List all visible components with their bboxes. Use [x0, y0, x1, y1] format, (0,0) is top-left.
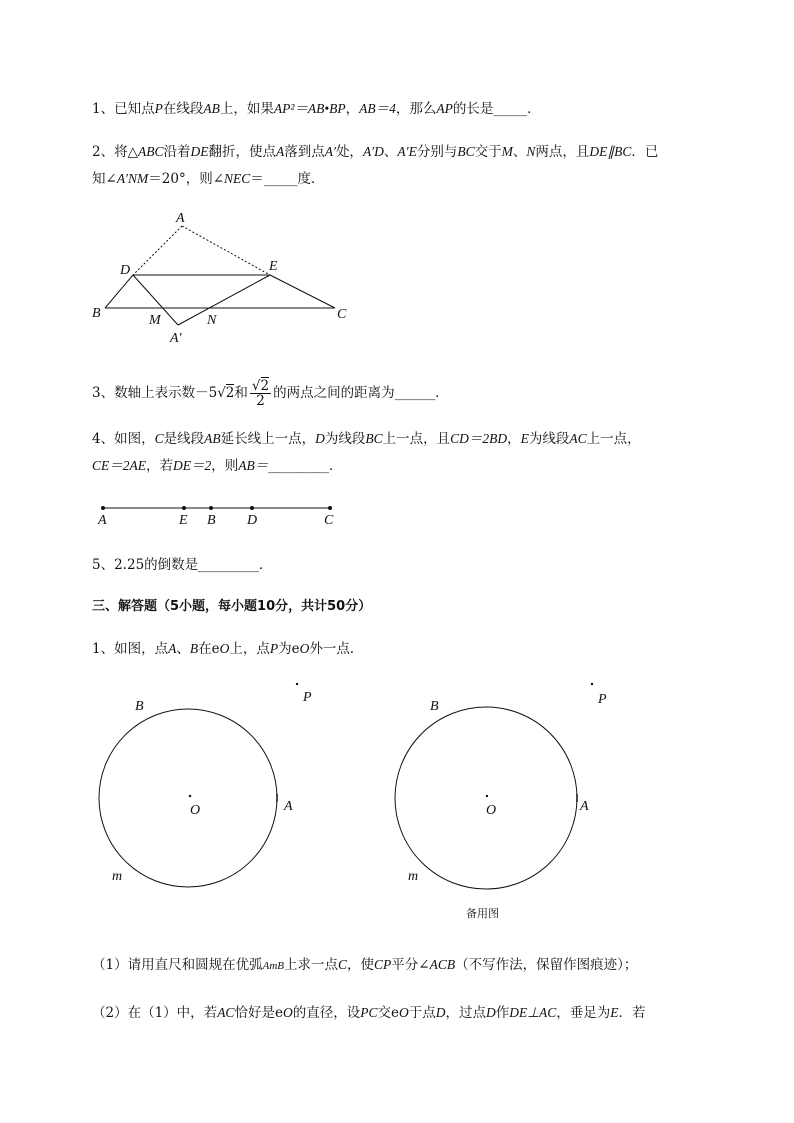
q4-condition: CE＝2AE: [92, 458, 146, 473]
q2-var: A′E: [397, 144, 417, 159]
solve-question-1-part-1: [92, 956, 637, 975]
fraction-numerator: √2: [251, 378, 270, 394]
sq1-text: （2）在（1）中，若: [92, 1005, 218, 1021]
sq1-var: D: [485, 1005, 496, 1020]
q4-var: BC: [365, 431, 383, 446]
q4-condition: CD＝2BD: [450, 431, 508, 446]
label-m-right: m: [408, 869, 419, 884]
point-p-left: [296, 683, 298, 685]
q3-radicand: 2: [225, 385, 235, 401]
q2-number: 2、: [92, 144, 115, 160]
q3-blank: 的两点之间的距离为______．: [273, 385, 449, 401]
sq1-var: PC: [360, 1005, 378, 1020]
fraction-num-value: 2: [260, 378, 270, 394]
q2-text: ＝20°，则∠: [148, 171, 225, 187]
sq1-text: 的直径，设: [292, 1005, 361, 1021]
sq1-var: O: [282, 1005, 293, 1020]
sq1-text: 上，点: [229, 641, 270, 657]
q4-text: ，若: [146, 458, 173, 474]
q2-var: M: [501, 144, 513, 159]
q1-var-ab: AB: [203, 101, 220, 116]
label-a-left: A: [284, 799, 293, 814]
q4-text: ，则: [211, 458, 239, 474]
q1-text: 已知点: [114, 101, 155, 117]
q2-var: A′NM: [116, 171, 149, 186]
q3-text: 数轴上表示数: [114, 385, 196, 401]
q3-number: 3、: [92, 385, 115, 401]
sq1-text: 交e: [377, 1005, 399, 1021]
solve-question-1-part-2: [92, 1004, 645, 1022]
sq1-text: 作: [495, 1005, 510, 1021]
sq1-var: AC: [217, 1005, 235, 1020]
q5-text: 2.25的倒数是_________．: [114, 557, 273, 573]
sq1-text: ．若: [618, 1005, 646, 1021]
label-a-prime: A′: [170, 331, 182, 346]
q4-blank: _________．: [268, 458, 343, 474]
sq1-var: P: [269, 641, 279, 656]
label-e: E: [179, 513, 188, 528]
q4-text: 上一点，: [586, 431, 641, 447]
q4-text: 上一点，且: [382, 431, 451, 447]
label-d: D: [247, 513, 258, 528]
label-n: N: [207, 313, 217, 328]
q4-var: AB: [204, 431, 221, 446]
label-d: D: [120, 263, 131, 278]
sq1-var: O: [299, 641, 310, 656]
q4-var: AC: [569, 431, 587, 446]
label-o-right: O: [486, 803, 497, 818]
q1-var-ap: AP: [436, 101, 453, 116]
q1-blank: 的长是_____．: [452, 101, 541, 117]
q2-var: N: [526, 144, 536, 159]
q2-var: DE: [190, 144, 209, 159]
q3-text: 和: [234, 385, 248, 401]
sq1-text: ，过点: [445, 1005, 486, 1021]
q2-blank: ＝_____度．: [250, 171, 325, 187]
sq1-text: 为e: [278, 641, 300, 657]
center-dot-left: [189, 795, 191, 797]
label-a-right: A: [580, 799, 589, 814]
label-m-left: m: [112, 869, 123, 884]
q4-var: C: [154, 431, 164, 446]
sq1-var: C: [337, 957, 347, 972]
q1-number: 1、: [92, 101, 115, 117]
q1-condition: AB＝4: [359, 101, 396, 116]
q4-var: AB＝: [238, 458, 269, 473]
section-3-title: 三、解答题（5小题，每小题10分，共计50分）: [92, 599, 372, 614]
sq1-var: A: [168, 641, 177, 656]
q2-var: A′: [324, 144, 336, 159]
sq1-var: E: [610, 1005, 619, 1020]
q4-text: 为线段: [528, 431, 570, 447]
q2-text: 两点，且: [535, 144, 590, 160]
q4-text: 如图，: [114, 431, 155, 447]
sq1-condition: DE⊥AC: [509, 1005, 557, 1020]
q2-var: ABC: [137, 144, 164, 159]
sq1-text: （不写作法，保留作图痕迹）；: [455, 957, 638, 973]
q2-text: 翻折，使点: [208, 144, 276, 160]
q1-equation: AP²＝AB•BP: [273, 101, 346, 116]
label-o-left: O: [190, 803, 201, 818]
sq1-text: 恰好是e: [234, 1005, 283, 1021]
q2-text: 、: [512, 144, 527, 160]
sq1-text: 外一点．: [309, 641, 364, 657]
q4-condition: DE＝2: [173, 458, 212, 473]
label-m: M: [149, 313, 161, 328]
sq1-var: O: [398, 1005, 409, 1020]
label-c: C: [324, 513, 334, 528]
q2-var: A: [275, 144, 285, 159]
q3-negative: －5: [195, 385, 218, 401]
sq1-var: B: [189, 641, 199, 656]
label-e: E: [269, 259, 278, 274]
q2-var: BC: [457, 144, 475, 159]
q1-text: ，: [345, 101, 360, 117]
sq1-text: 平分∠: [391, 957, 430, 973]
sq1-text: 、: [176, 641, 190, 657]
q2-text: 知∠: [92, 171, 117, 187]
q2-var: A′D: [362, 144, 384, 159]
q2-condition: DE∥BC: [589, 144, 632, 159]
label-p-left: P: [303, 690, 312, 705]
sq1-var: CP: [374, 957, 392, 972]
label-b-right: B: [430, 699, 439, 714]
q4-text: 为线段: [324, 431, 366, 447]
sq1-text: （1）请用直尺和圆规在优弧: [92, 957, 263, 973]
q1-text: ，那么: [395, 101, 437, 117]
fraction-denominator: 2: [256, 393, 265, 409]
sq1-text: 1、如图，点: [92, 641, 169, 657]
arc-amb: AmB: [262, 960, 284, 972]
q4-text: 延长线上一点，: [220, 431, 316, 447]
q4-number: 4、: [92, 431, 115, 447]
label-c: C: [337, 307, 347, 322]
label-b: B: [92, 306, 101, 321]
label-b: B: [207, 513, 216, 528]
sq1-text: 在e: [198, 641, 220, 657]
sq1-var: D: [435, 1005, 446, 1020]
figure-caption: 备用图: [466, 907, 499, 920]
q4-var: E: [520, 431, 529, 446]
sq1-var: O: [219, 641, 230, 656]
label-a: A: [98, 513, 107, 528]
label-b-left: B: [135, 699, 144, 714]
sqrt-symbol: √: [217, 385, 226, 401]
q1-text: 上，如果: [219, 101, 274, 117]
sq1-text: 上求一点: [283, 957, 338, 973]
q2-text: 沿着: [163, 144, 191, 160]
q4-text: ，: [507, 431, 521, 447]
q2-text: 交于: [474, 144, 502, 160]
q2-text: 落到点: [284, 144, 325, 160]
q2-text: ．已: [631, 144, 659, 160]
label-p-right: P: [598, 692, 607, 707]
point-p-right: [591, 683, 593, 685]
circle-right: [395, 707, 577, 889]
q2-text: 、: [383, 144, 398, 160]
q5-number: 5、: [92, 557, 115, 573]
q4-var: D: [315, 431, 325, 446]
sq1-text: 于点: [408, 1005, 436, 1021]
center-dot-right: [486, 795, 488, 797]
q2-var: NEC: [224, 171, 251, 186]
q1-text: 在线段: [162, 101, 204, 117]
q1-var-p: P: [154, 101, 163, 116]
label-a: A: [176, 211, 185, 226]
sq1-text: ，使: [347, 957, 374, 973]
sq1-var: ACB: [429, 957, 456, 972]
q2-text: 处，: [335, 144, 363, 160]
q4-text: 是线段: [163, 431, 205, 447]
circle-left: [99, 709, 277, 887]
sq1-text: ，垂足为: [556, 1005, 611, 1021]
q2-text: 将△: [114, 144, 138, 160]
q2-text: 分别与: [416, 144, 458, 160]
